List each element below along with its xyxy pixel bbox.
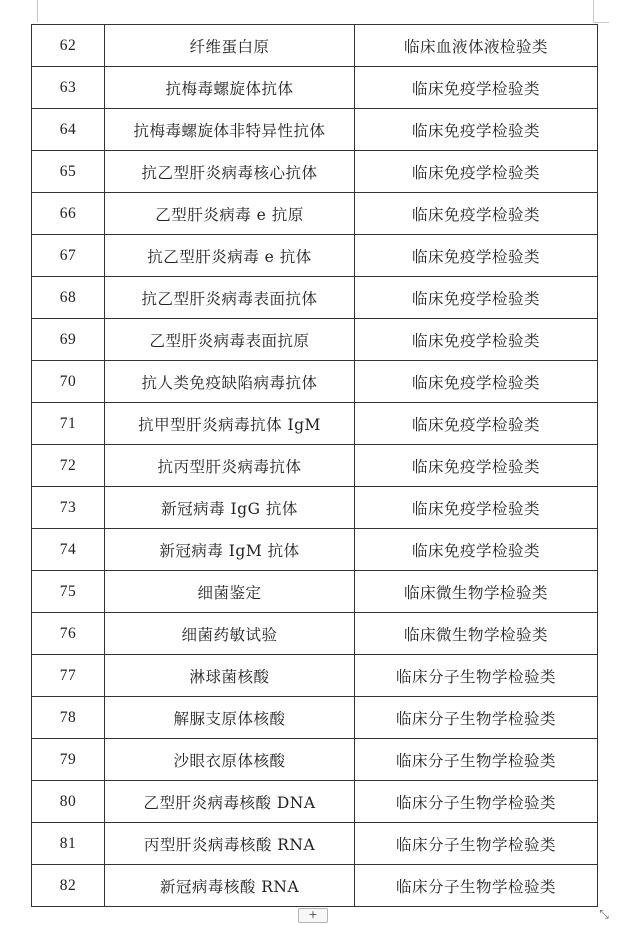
test-category-cell: 临床免疫学检验类 <box>355 529 598 571</box>
table-row <box>32 403 598 445</box>
row-number-cell: 63 <box>32 67 105 109</box>
test-category-cell: 临床血液体液检验类 <box>355 25 598 67</box>
test-category-cell: 临床分子生物学检验类 <box>355 823 598 865</box>
resize-icon[interactable]: ⤡ <box>599 907 609 921</box>
row-number-cell: 66 <box>32 193 105 235</box>
test-name-cell: 细菌鉴定 <box>105 571 355 613</box>
row-number-cell: 64 <box>32 109 105 151</box>
row-number-cell: 74 <box>32 529 105 571</box>
row-number-cell: 82 <box>32 865 105 907</box>
test-name-cell: 抗乙型肝炎病毒 e 抗体 <box>105 235 355 277</box>
row-number-cell: 75 <box>32 571 105 613</box>
table-row <box>32 781 598 823</box>
row-number-cell: 78 <box>32 697 105 739</box>
row-number-cell: 71 <box>32 403 105 445</box>
test-name-cell: 细菌药敏试验 <box>105 613 355 655</box>
test-category-cell: 临床分子生物学检验类 <box>355 781 598 823</box>
test-items-table <box>31 24 598 907</box>
test-category-cell: 临床分子生物学检验类 <box>355 697 598 739</box>
test-name-cell: 淋球菌核酸 <box>105 655 355 697</box>
table-row <box>32 25 598 67</box>
test-category-cell: 临床免疫学检验类 <box>355 109 598 151</box>
test-name-cell: 解脲支原体核酸 <box>105 697 355 739</box>
table-row <box>32 193 598 235</box>
table-row <box>32 655 598 697</box>
row-number-cell: 65 <box>32 151 105 193</box>
test-category-cell: 临床免疫学检验类 <box>355 361 598 403</box>
test-category-cell: 临床免疫学检验类 <box>355 445 598 487</box>
test-name-cell: 新冠病毒 IgG 抗体 <box>105 487 355 529</box>
table-row <box>32 865 598 907</box>
test-name-cell: 丙型肝炎病毒核酸 RNA <box>105 823 355 865</box>
test-name-cell: 乙型肝炎病毒 e 抗原 <box>105 193 355 235</box>
test-name-cell: 抗乙型肝炎病毒表面抗体 <box>105 277 355 319</box>
test-name-cell: 抗梅毒螺旋体非特异性抗体 <box>105 109 355 151</box>
row-number-cell: 81 <box>32 823 105 865</box>
test-name-cell: 新冠病毒 IgM 抗体 <box>105 529 355 571</box>
row-number-cell: 69 <box>32 319 105 361</box>
test-name-cell: 抗人类免疫缺陷病毒抗体 <box>105 361 355 403</box>
table-row <box>32 487 598 529</box>
table-row <box>32 67 598 109</box>
test-category-cell: 临床免疫学检验类 <box>355 319 598 361</box>
table-row <box>32 235 598 277</box>
row-number-cell: 80 <box>32 781 105 823</box>
test-category-cell: 临床微生物学检验类 <box>355 571 598 613</box>
table-row <box>32 151 598 193</box>
row-number-cell: 62 <box>32 25 105 67</box>
test-name-cell: 抗丙型肝炎病毒抗体 <box>105 445 355 487</box>
table-row <box>32 823 598 865</box>
row-number-cell: 72 <box>32 445 105 487</box>
table-row <box>32 529 598 571</box>
table-row <box>32 361 598 403</box>
row-number-cell: 70 <box>32 361 105 403</box>
page-edge-right <box>593 0 594 22</box>
test-category-cell: 临床分子生物学检验类 <box>355 865 598 907</box>
page-corner-mark <box>593 22 609 23</box>
table-row <box>32 277 598 319</box>
test-category-cell: 临床免疫学检验类 <box>355 235 598 277</box>
test-name-cell: 乙型肝炎病毒表面抗原 <box>105 319 355 361</box>
table-row <box>32 571 598 613</box>
table-row <box>32 319 598 361</box>
test-category-cell: 临床免疫学检验类 <box>355 277 598 319</box>
add-row-button[interactable]: + <box>298 908 328 923</box>
test-category-cell: 临床免疫学检验类 <box>355 67 598 109</box>
table-body <box>32 25 598 907</box>
test-name-cell: 抗乙型肝炎病毒核心抗体 <box>105 151 355 193</box>
test-name-cell: 乙型肝炎病毒核酸 DNA <box>105 781 355 823</box>
row-number-cell: 79 <box>32 739 105 781</box>
test-category-cell: 临床免疫学检验类 <box>355 193 598 235</box>
table-row <box>32 739 598 781</box>
row-number-cell: 68 <box>32 277 105 319</box>
test-category-cell: 临床分子生物学检验类 <box>355 739 598 781</box>
page-edge-left <box>37 0 38 22</box>
test-category-cell: 临床免疫学检验类 <box>355 403 598 445</box>
test-name-cell: 新冠病毒核酸 RNA <box>105 865 355 907</box>
test-category-cell: 临床免疫学检验类 <box>355 151 598 193</box>
row-number-cell: 77 <box>32 655 105 697</box>
test-name-cell: 纤维蛋白原 <box>105 25 355 67</box>
test-category-cell: 临床微生物学检验类 <box>355 613 598 655</box>
test-category-cell: 临床免疫学检验类 <box>355 487 598 529</box>
table-row <box>32 697 598 739</box>
row-number-cell: 67 <box>32 235 105 277</box>
row-number-cell: 76 <box>32 613 105 655</box>
test-name-cell: 沙眼衣原体核酸 <box>105 739 355 781</box>
row-number-cell: 73 <box>32 487 105 529</box>
table-row <box>32 109 598 151</box>
table-row <box>32 613 598 655</box>
test-name-cell: 抗梅毒螺旋体抗体 <box>105 67 355 109</box>
table-row <box>32 445 598 487</box>
test-category-cell: 临床分子生物学检验类 <box>355 655 598 697</box>
test-name-cell: 抗甲型肝炎病毒抗体 IgM <box>105 403 355 445</box>
